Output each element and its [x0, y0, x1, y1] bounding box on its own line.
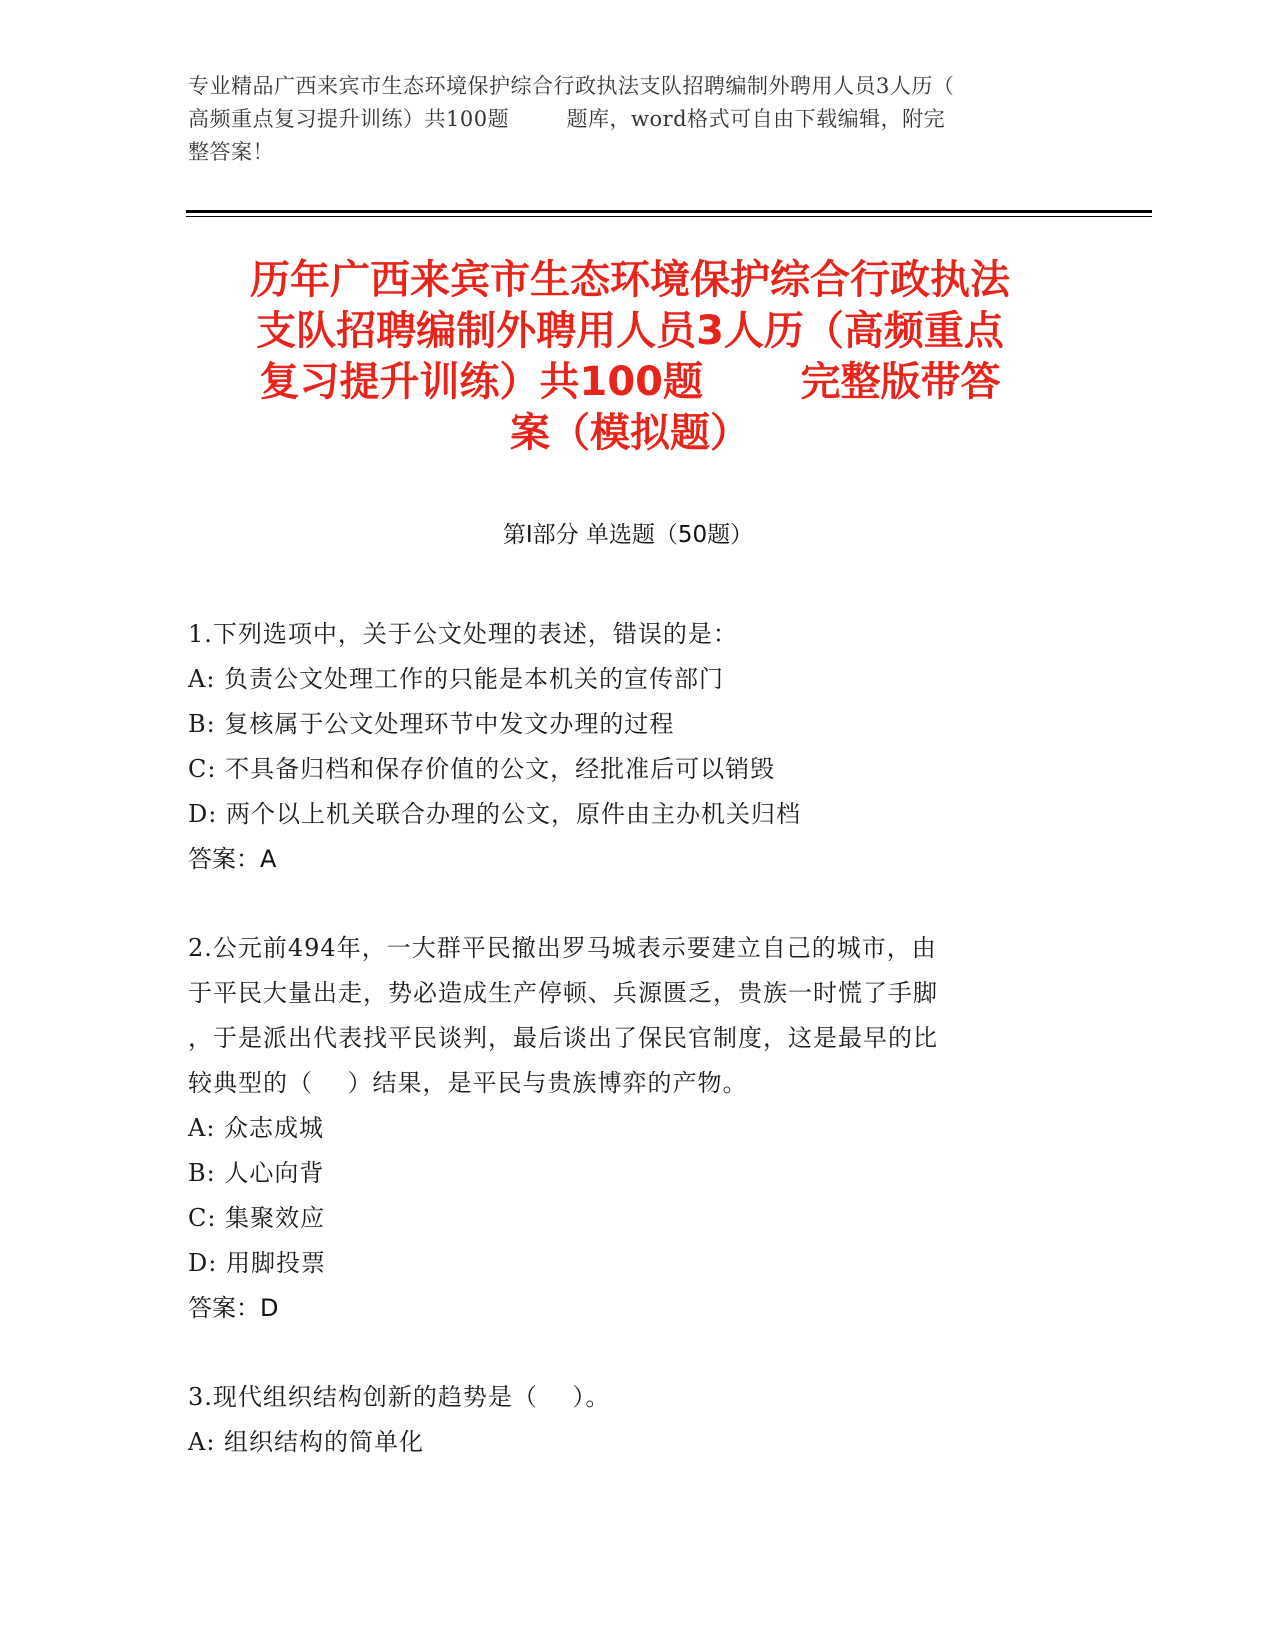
- question-3: [188, 1375, 1068, 1465]
- document-header: [188, 70, 1088, 169]
- answer-text: 答案：A: [188, 845, 277, 873]
- header-line: 整答案！: [188, 140, 274, 164]
- option-a: A: 众志成城: [188, 1114, 325, 1142]
- question-text: 于平民大量出走，势必造成生产停顿、兵源匮乏，贵族一时慌了手脚: [188, 979, 938, 1007]
- section-title: 第Ⅰ部分 单选题（50题）: [502, 522, 754, 548]
- option-c: C: 不具备归档和保存价值的公文，经批准后可以销毁: [188, 755, 776, 783]
- option-c: C: 集聚效应: [188, 1204, 326, 1232]
- header-line: 高频重点复习提升训练）共100题 题库，word格式可自由下载编辑，附完: [188, 107, 946, 131]
- option-a: A: 负责公文处理工作的只能是本机关的宣传部门: [188, 665, 725, 693]
- question-2: [188, 926, 1068, 1331]
- title-line: 支队招聘编制外聘用人员3人历（高频重点: [256, 308, 1004, 354]
- question-text: ，于是派出代表找平民谈判，最后谈出了保民官制度，这是最早的比: [188, 1024, 938, 1052]
- option-b: B: 人心向背: [188, 1159, 325, 1187]
- question-text: 3.现代组织结构创新的趋势是（ ）。: [188, 1383, 611, 1411]
- document-title: [190, 255, 1070, 459]
- title-line: 案（模拟题）: [510, 410, 750, 456]
- question-text: 1.下列选项中，关于公文处理的表述，错误的是：: [188, 620, 738, 648]
- title-line: 历年广西来宾市生态环境保护综合行政执法: [250, 257, 1010, 303]
- title-line: 复习提升训练）共100题 完整版带答: [259, 359, 1001, 405]
- question-list: [188, 612, 1068, 1509]
- header-divider-thin: [186, 216, 1152, 217]
- option-a: A: 组织结构的简单化: [188, 1428, 425, 1456]
- option-d: D: 用脚投票: [188, 1249, 326, 1277]
- question-text: 2.公元前494年，一大群平民撤出罗马城表示要建立自己的城市，由: [188, 934, 937, 962]
- header-line: 专业精品广西来宾市生态环境保护综合行政执法支队招聘编制外聘用人员3人历（: [188, 74, 955, 98]
- header-divider-thick: [186, 210, 1152, 213]
- option-b: B: 复核属于公文处理环节中发文办理的过程: [188, 710, 675, 738]
- option-d: D: 两个以上机关联合办理的公文，原件由主办机关归档: [188, 800, 801, 828]
- question-1: [188, 612, 1068, 882]
- question-text: 较典型的（ ）结果，是平民与贵族博弈的产物。: [188, 1069, 748, 1097]
- answer-text: 答案：D: [188, 1294, 279, 1322]
